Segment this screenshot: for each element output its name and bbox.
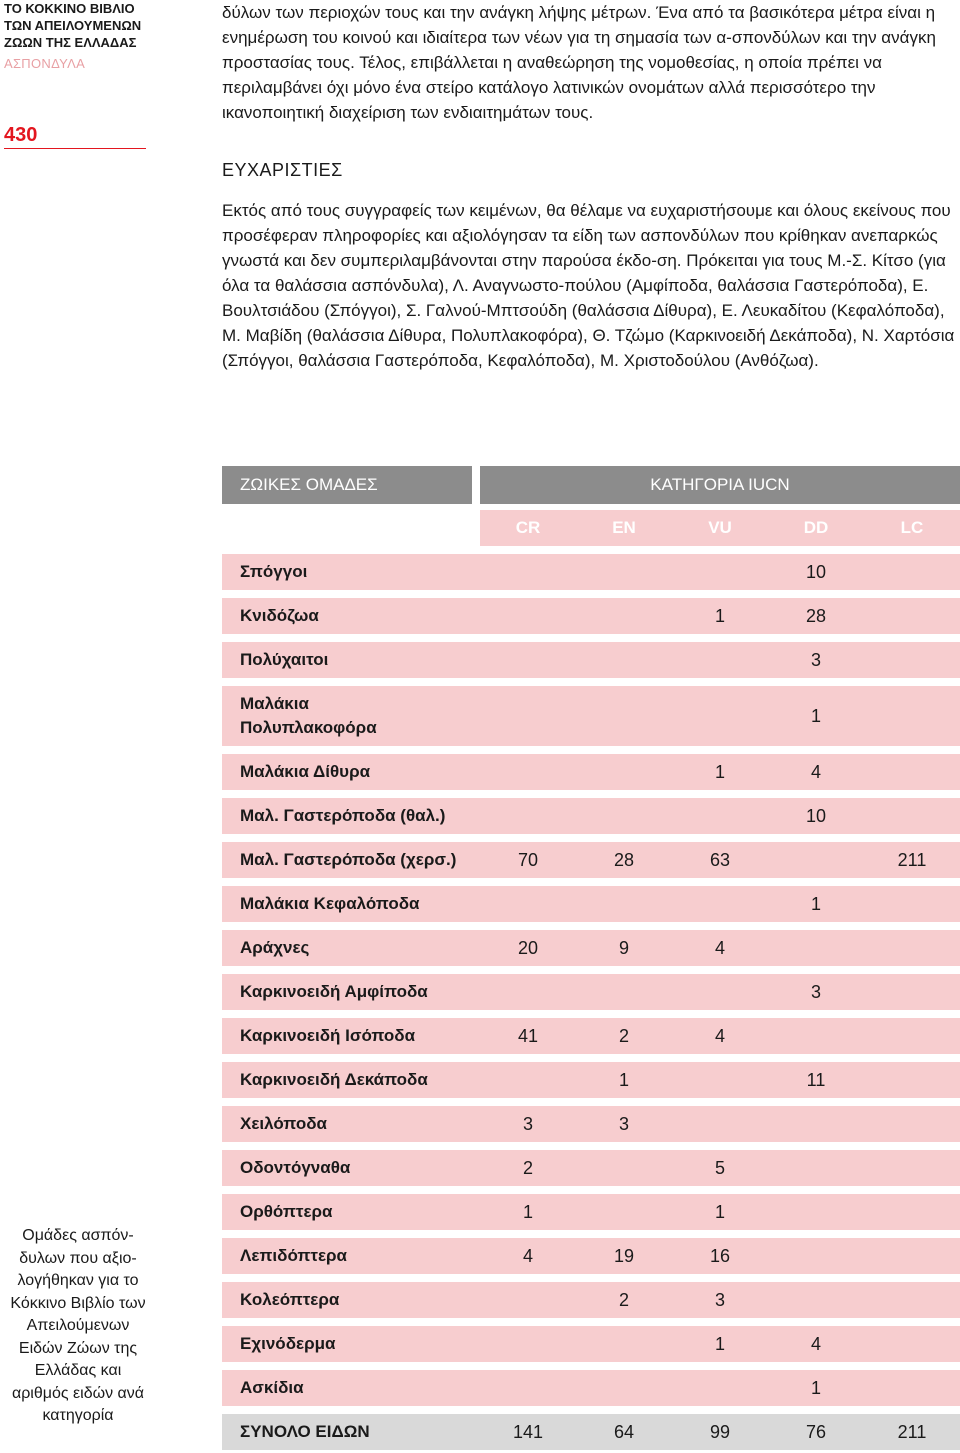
cell-cr: 3 (522, 1113, 533, 1134)
acknowledgements-paragraph-text: Εκτός από τους συγγραφείς των κειμένων, θα θέλαμε να ευχαριστήσουμε και όλους εκείνους που προσέφεραν πληροφορίες και αξιολόγησαν τα είδη των ασπονδύλων που κρίθηκαν ανεπαρκώς γνωστά και δεν συμπεριλαμβάνονται στην παρούσα έκδο-ση. Πρόκειται για τους Μ.-Σ. Κίτσο (για όλα τα θαλάσσια ασπόνδυλα), Λ. Αναγνωστο-πούλου (Αμφίποδα, θαλάσσια Γαστερόποδα), Ε. Βουλτσιάδου (Σπόγγοι), Σ. Γαλνού-Μπτσούδη (θαλάσσια Δίθυρα), Ε. Λευκαδίτου (Κεφαλόποδα), Μ. Μαβίδη (θαλάσσια Δίθυρα, Πολυπλακοφόρα), Θ. Τζώμο (Καρκινοειδή Δεκάποδα), Ν. Χαρτόσια (Σπόγγοι, θαλάσσια Γαστερόποδα, Κεφαλόποδα), Μ. Χριστοδούλου (Ανθόζωα). (222, 201, 955, 370)
intro-paragraph-text: δύλων των περιοχών τους και την ανάγκη λήψης μέτρων. Ένα από τα βασικότερα μέτρα είναι η ενημέρωση του κοινού και ιδιαίτερα των νέων για τη σημασία των α-σπονδύλων και την ανάγκη προστασίας τους. Τέλος, επιβάλλεται η αναθεώρηση της νομοθεσίας, η οποία πρέπει να περιλαμβάνει όχι μόνο ένα στείρο κατάλογο λατινικών ονομάτων αλλά περισσότερο την ικανοποιητική διαχείριση των ενδιαιτημάτων τους. (222, 3, 936, 122)
cell-dd: 28 (805, 605, 827, 626)
cell-dd: 76 (805, 1421, 827, 1442)
table-row (222, 642, 960, 678)
groups-header: ΖΩΙΚΕΣ ΟΜΑΔΕΣ (222, 466, 472, 504)
cell-en: 2 (618, 1289, 629, 1310)
cell-dd: 1 (810, 1377, 821, 1398)
group-name: Μαλάκια Πολυπλακοφόρα (240, 694, 377, 737)
group-name: Μαλ. Γαστερόποδα (χερσ.) (240, 850, 457, 869)
category-cr: CR (515, 518, 541, 537)
cell-cr: 20 (517, 937, 539, 958)
table-row (222, 1062, 960, 1098)
cell-dd: 1 (810, 705, 821, 726)
iucn-category-header: ΚΑΤΗΓΟΡΙΑ IUCN (480, 466, 960, 504)
table-row (222, 1282, 960, 1318)
cell-vu: 1 (714, 605, 725, 626)
intro-paragraph (222, 0, 960, 125)
category-dd: DD (803, 518, 829, 537)
group-name: Ορθόπτερα (240, 1202, 333, 1221)
table-row (222, 1238, 960, 1274)
book-title: ΤΟ ΚΟΚΚΙΝΟ ΒΙΒΛΙΟ ΤΩΝ ΑΠΕΙΛΟΥΜΕΝΩΝ ΖΩΩΝ ΤΗΣ ΕΛΛΑΔΑΣ (4, 1, 142, 50)
table-row (222, 974, 960, 1010)
table-row (222, 1326, 960, 1362)
group-name: Πολύχαιτοι (240, 650, 329, 669)
cell-vu: 1 (714, 761, 725, 782)
cell-lc: 211 (897, 1421, 927, 1442)
group-name: Χειλόποδα (240, 1114, 327, 1133)
category-vu: VU (708, 518, 732, 537)
cell-vu: 4 (714, 1025, 725, 1046)
cell-dd: 1 (810, 893, 821, 914)
cell-en: 64 (613, 1421, 635, 1442)
cell-cr: 141 (512, 1421, 544, 1442)
cell-dd: 3 (810, 981, 821, 1002)
iucn-table (222, 466, 960, 1450)
category-header-row (222, 510, 960, 546)
group-name: Μαλάκια Κεφαλόποδα (240, 894, 420, 913)
cell-cr: 1 (522, 1201, 533, 1222)
table-row (222, 686, 960, 746)
cell-vu: 3 (714, 1289, 725, 1310)
group-name: Μαλ. Γαστερόποδα (θαλ.) (240, 806, 446, 825)
cell-cr: 2 (522, 1157, 533, 1178)
cell-vu: 5 (714, 1157, 725, 1178)
table-row (222, 1018, 960, 1054)
cell-dd: 10 (805, 805, 827, 826)
table-row (222, 1370, 960, 1406)
acknowledgements-heading: ΕΥΧΑΡΙΣΤΙΕΣ (222, 160, 343, 180)
cell-en: 9 (618, 937, 629, 958)
cell-lc: 211 (897, 849, 927, 870)
cell-cr: 4 (522, 1245, 533, 1266)
cell-vu: 1 (714, 1201, 725, 1222)
cell-dd: 4 (810, 761, 821, 782)
cell-vu: 99 (709, 1421, 731, 1442)
total-label: ΣΥΝΟΛΟ ΕΙΔΩΝ (240, 1422, 370, 1441)
group-name: Εχινόδερμα (240, 1334, 336, 1353)
group-name: Κολεόπτερα (240, 1290, 340, 1309)
cell-cr: 41 (517, 1025, 539, 1046)
group-name: Σπόγγοι (240, 562, 308, 581)
table-row (222, 930, 960, 966)
group-name: Καρκινοειδή Ισόποδα (240, 1026, 416, 1045)
group-name: Αράχνες (240, 938, 310, 957)
cell-en: 3 (618, 1113, 629, 1134)
cell-en: 2 (618, 1025, 629, 1046)
table-row (222, 554, 960, 590)
cell-vu: 4 (714, 937, 725, 958)
cell-vu: 16 (709, 1245, 731, 1266)
cell-en: 19 (613, 1245, 635, 1266)
table-row (222, 1106, 960, 1142)
total-row (222, 1414, 960, 1450)
group-name: Λεπιδόπτερα (240, 1246, 348, 1265)
group-name: Οδοντόγναθα (240, 1158, 351, 1177)
table-header (222, 466, 960, 504)
page-number: 430 (4, 124, 38, 146)
group-name: Μαλάκια Δίθυρα (240, 762, 371, 781)
table-body (222, 554, 960, 1450)
chapter-label: ΑΣΠΟΝΔΥΛΑ (4, 56, 86, 71)
cell-dd: 4 (810, 1333, 821, 1354)
group-name: Καρκινοειδή Δεκάποδα (240, 1070, 428, 1089)
table-row (222, 598, 960, 634)
table-row (222, 754, 960, 790)
category-lc: LC (900, 518, 924, 537)
table-caption: Ομάδες ασπόν-δυλων που αξιο-λογήθηκαν για το Κόκκινο Βιβλίο των Απειλούμενων Ειδών Ζώων της Ελλάδας και αριθμός ειδών ανά κατηγορία (10, 1227, 146, 1424)
cell-dd: 10 (805, 561, 827, 582)
table-row (222, 1150, 960, 1186)
cell-en: 1 (618, 1069, 629, 1090)
table-row (222, 1194, 960, 1230)
table-row (222, 842, 960, 878)
cell-dd: 3 (810, 649, 821, 670)
table-row (222, 886, 960, 922)
cell-vu: 63 (709, 849, 731, 870)
cell-en: 28 (613, 849, 635, 870)
group-name: Καρκινοειδή Αμφίποδα (240, 982, 428, 1001)
table-row (222, 798, 960, 834)
group-name: Ασκίδια (240, 1378, 304, 1397)
cell-cr: 70 (517, 849, 539, 870)
group-name: Κνιδόζωα (240, 606, 319, 625)
cell-dd: 11 (806, 1069, 826, 1090)
page-number-rule (4, 148, 146, 149)
cell-vu: 1 (714, 1333, 725, 1354)
category-en: EN (612, 518, 636, 537)
acknowledgements-paragraph (222, 198, 960, 373)
